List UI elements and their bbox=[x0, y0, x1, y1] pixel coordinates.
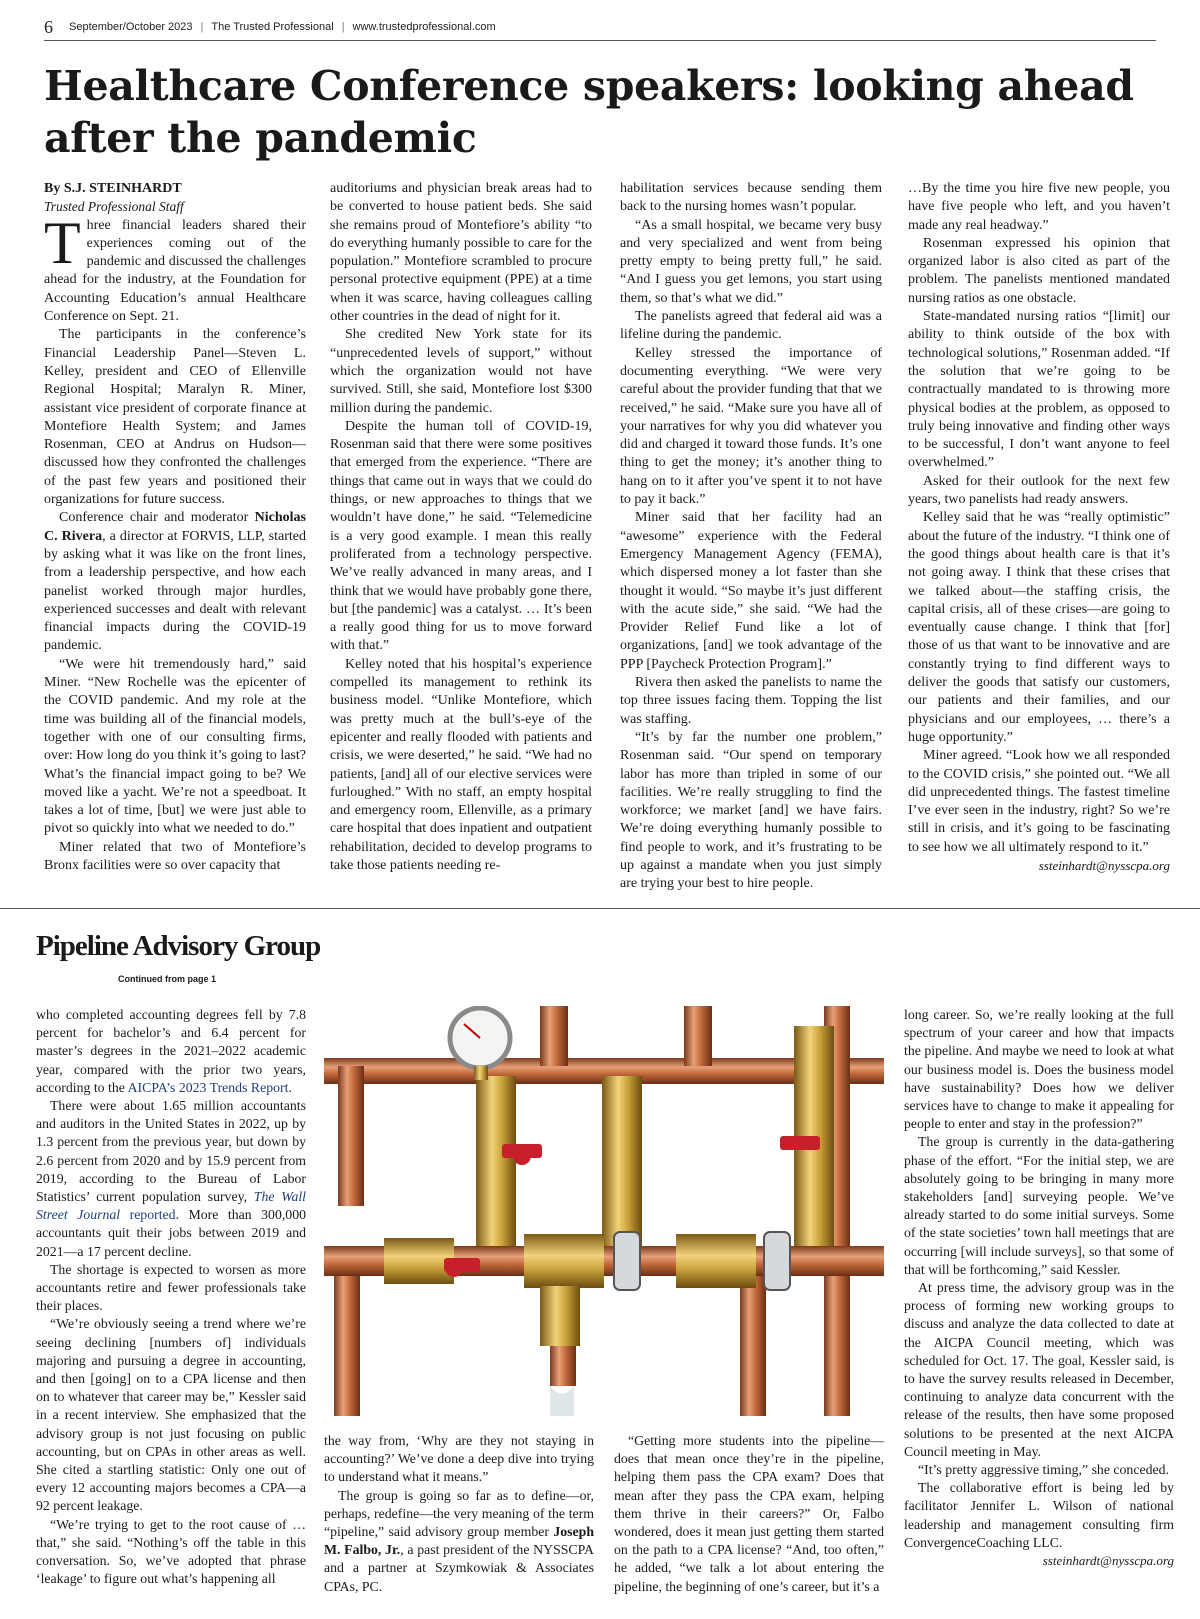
paragraph: Kelley stressed the importance of documenting everything. “We were very careful about the provider funding that that we received,” he said. “Make sure you have all of your narratives for why you did whatever you did and charged it toward those funds. It’s one thing to get the money; it’s another thing to hang on to it after you’ve spent it to not have to pay it back.” bbox=[620, 345, 882, 508]
paragraph: Despite the human toll of COVID-19, Rosenman said that there were some positives that emerged from the experience. “There are things that came out in ways that we could do things, or new approaches to things that we wouldn’t have done,” he said. “Telemedicine is a very good example. I mean this really proliferated from a technology perspective. We’ve really advanced in many areas, and I think that we would have probably gone there, but [the pandemic] was a catalyst. … It’s been a really good thing for us to move forward with that.” bbox=[330, 418, 592, 654]
section-title: Pipeline Advisory Group bbox=[36, 930, 321, 962]
paragraph: The group is currently in the data-gathering phase of the effort. “For the initial step, we are absolutely going to be bringing in many more stakeholders [and] surveying people. We’ve already started to do some initial surveys. Some of the state societies’ town hall meetings that are occurring [will include surveys], so that some of that will be forthcoming,” said Kessler. bbox=[904, 1134, 1174, 1277]
trends-report-link[interactable]: AICPA’s 2023 Trends Report bbox=[127, 1079, 289, 1095]
paragraph: “We were hit tremendously hard,” said Miner. “New Rochelle was the epicenter of the COVID pandemic. And my role at the time was building all of the financial models, together with one of our consulting firms, over: How long do you think it’s going to last? What’s the financial impact going to be? We moved like a yacht. We’re not a speedboat. It takes a lot of time, [but] we were just able to pivot so quickly into what we needed to do.” bbox=[44, 656, 306, 837]
copper-pipes-photo bbox=[324, 1006, 884, 1416]
article-column-2 bbox=[330, 180, 592, 900]
paragraph-continued: long career. So, we’re really looking at the full spectrum of your career and how that impacts the pipeline. And maybe we need to look at what our business model is. Does the business model have sustainability? Does how we deliver services have to change to make it appealing for people to enter and stay in the profession?” bbox=[904, 1007, 1174, 1132]
author-email[interactable]: ssteinhardt@nysscpa.org bbox=[1042, 1553, 1174, 1569]
paragraph: Asked for their outlook for the next few years, two panelists had ready answers. bbox=[908, 473, 1170, 508]
paragraph-continued: habilitation services because sending them back to the nursing homes wasn’t popular. bbox=[620, 181, 882, 215]
text-run: , a past president of the NYSSCPA and a partner at Szymkowiak & Associates CPAs, PC. bbox=[324, 1542, 594, 1594]
text-run: . More than 300,000 accountants quit their jobs between 2019 and 2021—a 17 percent decline. bbox=[36, 1207, 306, 1259]
paragraph: Kelley noted that his hospital’s experience compelled its management to rethink its business model. “Unlike Montefiore, which was pretty much at the bull’s-eye of the epicenter and really flooded with patients and crisis, we were deserted,” he said. “We had no patients, [and] all of our elective services were furloughed.” With no staff, an empty hospital and emergency room, Ellenville, as a primary care hospital that does inpatient and outpatient rehabilitation, decided to develop programs to take those patients needing re- bbox=[330, 656, 592, 873]
author-email[interactable]: ssteinhardt@nysscpa.org bbox=[1038, 857, 1170, 873]
website-link[interactable]: www.trustedprofessional.com bbox=[352, 21, 496, 33]
paragraph: “We’re obviously seeing a trend where we’re seeing declining [numbers of] individuals majoring and pursuing a degree in accounting, and then [going] on to a CPA license and then on to whatever that career may be,” Kessler said in a recent interview. She emphasized that the advisory group is not just focusing on public accounting, but on CPAs in other areas as well. She cited a startling statistic: Only one out of every 12 accounting majors becomes a CPA—a 92 percent leakage. bbox=[36, 1316, 306, 1514]
paragraph: Kelley said that he was “really optimistic” about the future of the industry. “I think one of the good things about health care is that it’s not going away. I think that these crises that we talked about—the staffing crisis, the capital crisis, all of these crises—are going to eventually cause change. I think that [for] those of us that want to be innovative and are constantly trying to find different ways to deliver the goods that satisfy our customers, our patients and their families, and our physicians and our employees, … there’s a huge opportunity.” bbox=[908, 510, 1170, 745]
byline-role: Trusted Professional Staff bbox=[44, 199, 184, 215]
paragraph: Rosenman expressed his opinion that organized labor is also cited as part of the problem. The panelists mentioned mandated nursing ratios as one obstacle. bbox=[908, 235, 1170, 306]
text-run: Conference chair and moderator bbox=[59, 510, 255, 526]
paragraph-continued: the way from, ‘Why are they not staying in accounting?’ We’ve done a deep dive into trying to understand what it means.” bbox=[324, 1433, 594, 1485]
paragraph: Rivera then asked the panelists to name the top three issues facing them. Topping the list was staffing. bbox=[620, 675, 882, 727]
folio-separator: | bbox=[341, 21, 345, 33]
moderator-name: Nicholas C. Rivera bbox=[44, 510, 306, 544]
text-run: The group is going so far as to define—or, perhaps, redefine—the very meaning of the term “pipeline,” said advisory group member bbox=[324, 1487, 594, 1540]
wsj-reported-link[interactable]: reported bbox=[129, 1207, 176, 1223]
paragraph: The shortage is expected to worsen as more accountants retire and fewer professionals take their places. bbox=[36, 1261, 306, 1314]
article-column-4 bbox=[908, 180, 1170, 900]
lead-text: hree financial leaders shared their experiences coming out of the pandemic and discussed the challenges ahead for the industry, at the Foundation for Accounting Education’s annual Healthcare Conference on Sept. 21. bbox=[44, 217, 306, 325]
paragraph: “It’s pretty aggressive timing,” she conceded. bbox=[918, 1462, 1169, 1478]
publication-name: The Trusted Professional bbox=[211, 21, 334, 33]
text-run: There were about 1.65 million accountants and auditors in the United States in 2022, up by 1.3 percent from the previous year, but down by 2.6 percent from 2020 and by 15.9 percent from 2019, according to the Bureau of Labor Statistics’ current population survey, bbox=[36, 1098, 306, 1205]
byline: By S.J. STEINHARDT bbox=[44, 181, 182, 196]
section-divider bbox=[0, 908, 1200, 909]
paragraph: The panelists agreed that federal aid was a lifeline during the pandemic. bbox=[620, 309, 882, 343]
text-run: who completed accounting degrees fell by 7.8 percent for bachelor’s and 6.4 percent for master’s degrees in the 2021–2022 academic year, compared with the prior two years, according to the bbox=[36, 1007, 306, 1095]
folio-separator: | bbox=[200, 21, 204, 33]
paragraph: Miner related that two of Montefiore’s Bronx facilities were so over capacity that bbox=[44, 839, 306, 873]
wsj-name[interactable]: The Wall Street Journal bbox=[36, 1189, 306, 1223]
paragraph: The collaborative effort is being led by facilitator Jennifer L. Wilson of national leadership and management consulting firm ConvergenceCoaching LLC. bbox=[904, 1480, 1174, 1550]
page-number: 6 bbox=[44, 16, 53, 37]
paragraph: The participants in the conference’s Financial Leadership Panel—Steven L. Kelley, president and CEO of Ellenville Regional Hospital; Maralyn R. Miner, assistant vice president of corporate finance at Montefiore Health System; and James Rosenman, CEO at Andrus on Hudson—discussed how they confronted the challenges of the past few years and positioned their organizations for future success. bbox=[44, 327, 306, 508]
falbo-name: Joseph M. Falbo, Jr. bbox=[324, 1524, 594, 1558]
article-headline: Healthcare Conference speakers: looking ahead after the pandemic bbox=[44, 62, 1134, 162]
article2-column-1 bbox=[36, 1006, 306, 1606]
paragraph-moderator bbox=[44, 509, 306, 655]
page-folio bbox=[44, 14, 1156, 41]
article2-column-2 bbox=[324, 1432, 594, 1612]
paragraph-continued: auditoriums and physician break areas had to be converted to house patient beds. She said she remains proud of Montefiore’s ability “to do everything humanly possible to care for the population.” Montefiore scrambled to procure personal protective equipment (PPE) at a time when it was scarce, having colleagues calling other countries in the dead of night for it. bbox=[330, 181, 592, 325]
paragraph: Miner agreed. “Look how we all responded to the COVID crisis,” she pointed out. “We all did unprecedented things. The fastest timeline I’ve ever seen in the industry, right? So we’re still in crisis, and it’s going to be fascinating to see how we all ultimately respond to it.” bbox=[908, 748, 1170, 855]
text-run: , a director at FORVIS, LLP, started by asking what it was like on the front lines, from a leadership perspective, and how each panelist worked through major hurdles, experienced successes and dealt with relevant financial impacts during the COVID-19 pandemic. bbox=[44, 528, 306, 654]
article2-column-3 bbox=[614, 1432, 884, 1612]
article-column-3 bbox=[620, 180, 882, 900]
drop-cap: T bbox=[44, 209, 81, 276]
paragraph bbox=[36, 1006, 306, 1097]
paragraph: “As a small hospital, we became very busy and very specialized and went from being pretty empty to being pretty full,” he said. “And I guess you get lemons, you start using them, so that’s what we did.” bbox=[620, 217, 882, 306]
paragraph: Miner said that her facility had an “awesome” experience with the Federal Emergency Management Agency (FEMA), which dispersed money a lot faster than she thought it would. “So maybe it’s just different with the acute side,” she said. “We had the Provider Relief Fund like a lot of organizations, [and] we took advantage of the PPP [Paycheck Protection Program].” bbox=[620, 510, 882, 672]
article2-column-4 bbox=[904, 1006, 1174, 1606]
text-run: . bbox=[288, 1079, 292, 1095]
paragraph: At press time, the advisory group was in the process of forming new working groups to discuss and analyze the data collected to date at the AICPA Council meeting, which was scheduled for Oct. 17. The goal, Kessler said, is to have the survey results released in December, continuing to analyze data concurrent with the release of the results, then have some proposed solutions to be presented at the next AICPA Council meeting in May. bbox=[904, 1280, 1174, 1459]
paragraph: “Getting more students into the pipeline—does that mean once they’re in the pipeline, helping them pass the CPA exam? Does that mean after they pass the CPA exam, helping them thrive in their careers?” Or, Falbo wondered, does it mean just getting them started on the path to a CPA license? “And, too often,” he added, “we talk a lot about entering the pipeline, the beginning of one’s career, but it’s a bbox=[614, 1433, 884, 1594]
lead-paragraph bbox=[44, 209, 306, 327]
continued-note: Continued from page 1 bbox=[118, 974, 217, 984]
paragraph bbox=[36, 1097, 306, 1261]
paragraph bbox=[324, 1487, 594, 1596]
paragraph: “We’re trying to get to the root cause of … that,” she said. “Nothing’s off the table in this conversation. So, we’ve adopted that phrase ‘leakage’ to figure out what’s happening all bbox=[36, 1516, 306, 1587]
article-column-1 bbox=[44, 180, 306, 900]
paragraph-continued: …By the time you hire five new people, you have five people who left, and you haven’t made any real headway.” bbox=[908, 181, 1170, 233]
paragraph: State-mandated nursing ratios “[limit] our ability to think outside of the box with technological solutions,” Rosenman added. “If the solution that we’re going to be contractually mandated to is throwing more physical bodies at the problem, as opposed to truly being innovative and finding other ways to be successful, I don’t want anyone to feel overwhelmed.” bbox=[908, 309, 1170, 471]
paragraph: “It’s by far the number one problem,” Rosenman said. “Our spend on temporary labor has more than tripled in some of our facilities. We’re really struggling to find the workforce; we market [and] we have fairs. We’re doing everything humanly possible to find people to work, and it’s frustrating to be up against a mandate when you just simply are trying your best to hire people. bbox=[620, 729, 882, 892]
paragraph: She credited New York state for its “unprecedented levels of support,” without which the organization would not have survived. Still, she said, Montefiore lost $300 million during the pandemic. bbox=[330, 327, 592, 416]
issue-date: September/October 2023 bbox=[69, 21, 193, 33]
